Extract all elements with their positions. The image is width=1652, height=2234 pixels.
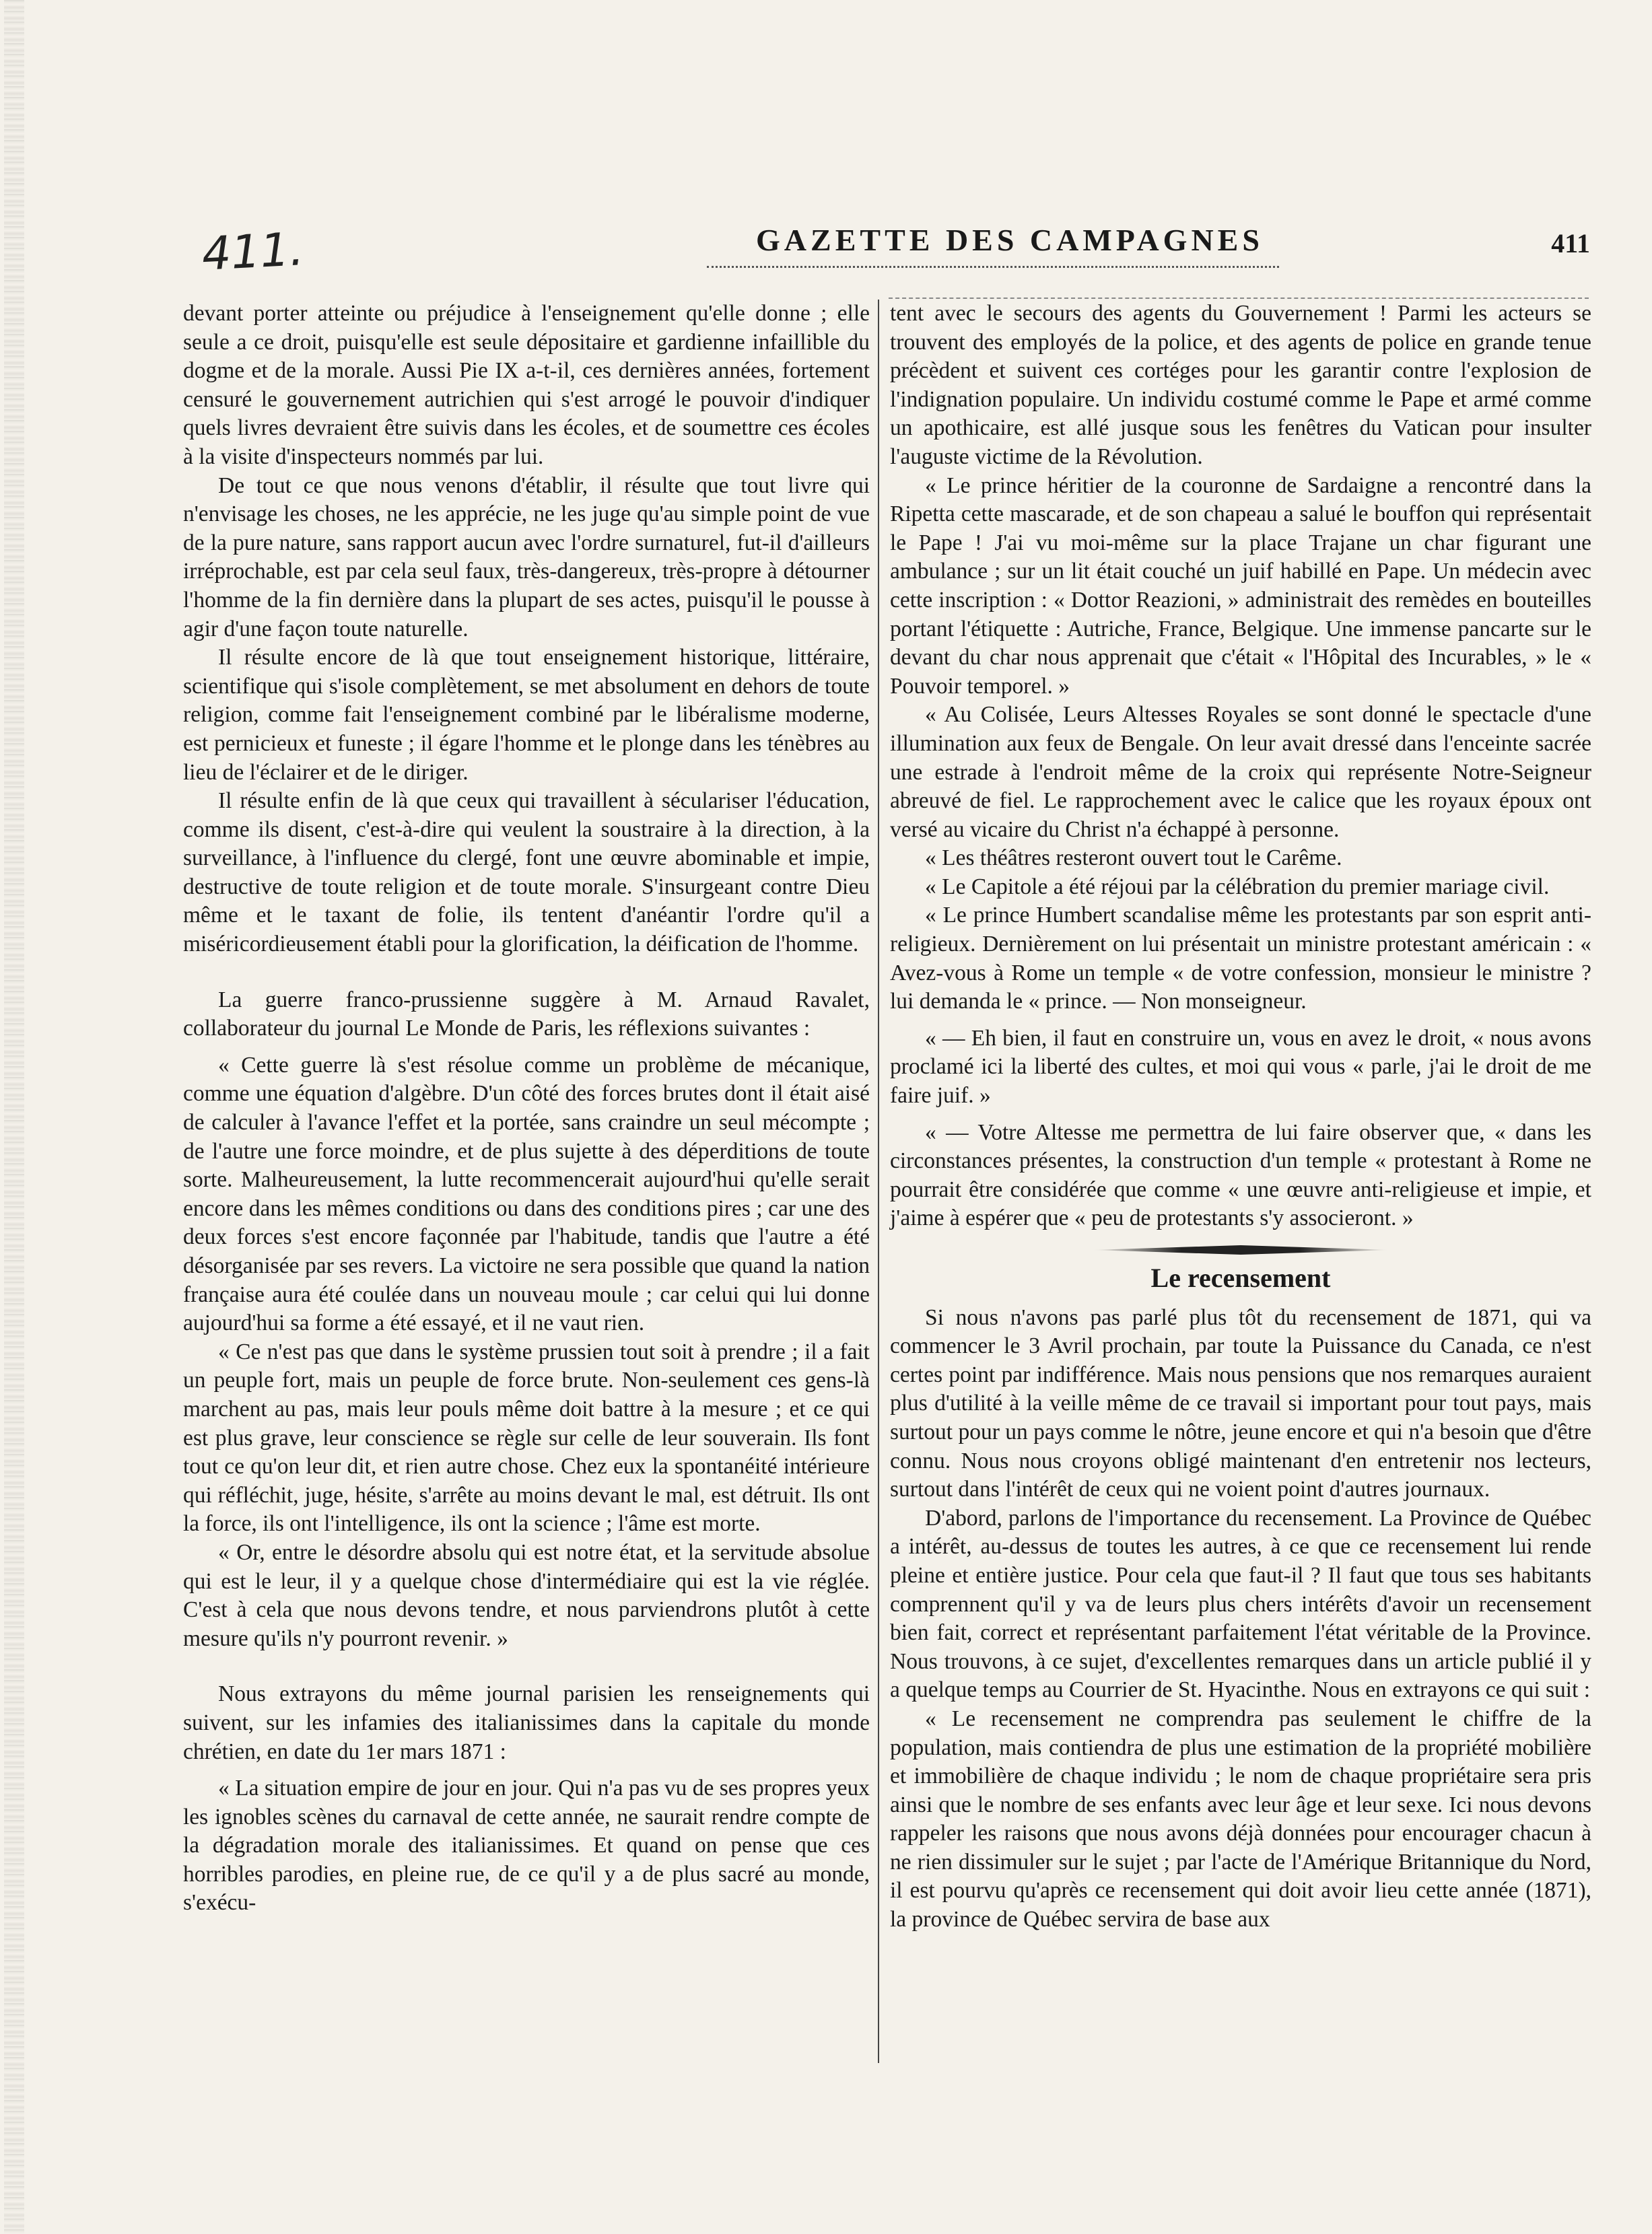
section-separator <box>1093 1245 1389 1255</box>
left-paragraph-9: Nous extrayons du même journal parisien les renseignements qui suivent, sur les infamies des italianissimes dans la capitale du monde chrétien, en date du 1er mars 1871 : <box>183 1681 870 1764</box>
scan-edge-noise <box>4 0 24 2234</box>
left-paragraph-2: De tout ce que nous venons d'établir, il résulte que tout livre qui n'envisage les choses, ne les apprécie, ne les juge qu'au simple point de vue de la pure nature, sans rapport aucun avec l'ordre surnaturel, fut-il d'ailleurs irréprochable, est par cela seul faux, très-dangereux, très-propre à détourner l'homme de la fin dernière dans la plupart de ses actes, puisqu'il le pousse à agir d'une façon toute naturelle. <box>183 473 870 641</box>
left-paragraph-6: « Cette guerre là s'est résolue comme un problème de mécanique, comme une équation d'algèbre. D'un côté des forces brutes dont il était aisé de calculer à l'avance l'effet et la portée, sans craindre un seul mécompte ; de l'autre une force moindre, et de plus sujette à des déperditions de toute sorte. Malheureusement, la lutte recommencerait aujourd'hui qu'elle serait encore dans les mêmes conditions ou dans des conditions pires ; car une des deux forces s'est encore façonnée par l'habitude, tandis que l'autre a été désorganisée par ses revers. La victoire ne sera possible que quand la nation française aura été coulée dans un nouveau moule ; car celui qui lui donne aujourd'hui sa forme a été essayé, et il ne vaut rien. <box>183 1052 870 1336</box>
right-column <box>890 300 1591 1934</box>
census-paragraph-3: « Le recensement ne comprendra pas seulement le chiffre de la population, mais contiendra de plus une estimation de la propriété mobilière et immobilière de chaque individu ; le nom de chaque propriétaire sera pris ainsi que le nombre de ses enfants avec leur âge et leur sexe. Ici nous devons rappeler les raisons que nous avons déjà données pour encourager chacun à ne rien dissimuler sur le sujet ; par l'acte de l'Amérique Britannique du Nord, il est pourvu qu'après ce recensement qui doit avoir lieu cette année (1871), la province de Québec servira de base aux <box>890 1706 1591 1932</box>
page-number: 411 <box>1551 228 1590 258</box>
right-paragraph-6: « Le prince Humbert scandalise même les protestants par son esprit anti-religieux. Dernièrement on lui présentait un ministre protestant américain : « Avez-vous à Rome un temple « de votre confession, monsieur le ministre ? lui demanda le « prince. — Non monseigneur. <box>890 903 1591 1014</box>
left-paragraph-8: « Or, entre le désordre absolu qui est notre état, et la servitude absolue qui est le leur, il y a quelque chose d'intermédiaire qui est la vie réglée. C'est à cela que nous devons tendre, et nous parviendrons plutôt à cette mesure qu'ils n'y pourront revenir. » <box>183 1539 870 1651</box>
masthead-rule <box>707 266 1279 272</box>
section-title: Le recensement <box>1150 1263 1331 1293</box>
left-paragraph-4: Il résulte enfin de là que ceux qui travaillent à séculariser l'éducation, comme ils disent, c'est-à-dire qui veulent la soustraire à la direction, à la surveillance, à l'influence du clergé, font une œuvre abominable et impie, destructive de toute religion et de toute morale. S'insurgeant contre Dieu même et le taxant de folie, ils tentent d'anéantir l'ordre qu'il a miséricordieusement établi pour la glorification, la déification de l'homme. <box>183 788 870 957</box>
right-paragraph-4: « Les théâtres resteront ouvert tout le Carême. <box>925 845 1342 871</box>
left-paragraph-7: « Ce n'est pas que dans le système prussien tout soit à prendre ; il a fait un peuple fort, mais un peuple de force brute. Non-seulement ces gens-là marchent au pas, mais leur pouls même doit battre à la mesure ; et ce qui est plus grave, leur conscience se règle sur celle de leur souverain. Ils font tout ce qu'on leur dit, et rien autre chose. Chez eux la spontanéité intérieure qui réfléchit, juge, hésite, s'arrête au moins devant le mal, est détruit. Ils ont la force, ils ont l'intelligence, ils ont la science ; l'âme est morte. <box>183 1339 870 1537</box>
handwritten-page-number: 411. <box>201 223 306 281</box>
right-paragraph-3: « Au Colisée, Leurs Altesses Royales se sont donné le spectacle d'une illumination aux feux de Bengale. On leur avait dressé dans l'enceinte sacrée une estrade à l'endroit même de la croix qui représente Notre-Seigneur abreuvé de fiel. Le rapprochement avec le calice que les royaux époux ont versé au vicaire du Christ n'a échappé à personne. <box>890 702 1591 842</box>
newspaper-title: GAZETTE DES CAMPAGNES <box>756 223 1264 257</box>
left-column <box>183 300 870 1918</box>
left-paragraph-3: Il résulte encore de là que tout enseignement historique, littéraire, scientifique qui s'isole complètement, se met absolument en dehors de toute religion, comme fait l'enseignement combiné par le libéralisme moderne, est pernicieux et funeste ; il égare l'homme et le plonge dans les ténèbres au lieu de l'éclairer et de le diriger. <box>183 645 870 785</box>
left-paragraph-5: La guerre franco-prussienne suggère à M. Arnaud Ravalet, collaborateur du journal Le Monde de Paris, les réflexions suivantes : <box>183 987 870 1041</box>
right-paragraph-1: tent avec le secours des agents du Gouvernement ! Parmi les acteurs se trouvent des employés de la police, et des agents de police en grande tenue précèdent et suivent ces cortéges pour les garantir contre l'explosion de l'indignation populaire. Un individu costumé comme le Pape et armé comme un apothicaire, est allé jusque sous les fenêtres du Vatican pour insulter l'auguste victime de la Révolution. <box>890 301 1591 469</box>
left-paragraph-1: devant porter atteinte ou préjudice à l'enseignement qu'elle donne ; elle seule a ce droit, puisqu'elle est seule dépositaire et gardienne infaillible du dogme et de la morale. Aussi Pie IX a-t-il, ces dernières années, fortement censuré le gouvernement autrichien qui s'est arrogé le pouvoir d'indiquer quels livres devraient être suivis dans les écoles, et de soumettre ces écoles à la visite d'inspecteurs nommés par lui. <box>183 301 870 469</box>
census-paragraph-1: Si nous n'avons pas parlé plus tôt du recensement de 1871, qui va commencer le 3 Avril prochain, par toute la Puissance du Canada, ce n'est certes point par indifférence. Mais nous pensions que nos remarques auraient plus d'utilité à la veille même de ce travail si important pour tout pays, mais surtout pour un pays comme le nôtre, jeune encore et qui n'a besoin que d'être connu. Nous nous croyons obligé maintenant d'en entretenir nos lecteurs, surtout dans l'intérêt de ceux qui ne voient point d'autres journaux. <box>890 1304 1591 1502</box>
column-divider <box>878 300 879 2063</box>
right-paragraph-5: « Le Capitole a été réjoui par la célébration du premier mariage civil. <box>925 874 1550 899</box>
left-paragraph-10: « La situation empire de jour en jour. Qui n'a pas vu de ses propres yeux les ignobles scènes du carnaval de cette année, ne saurait rendre compte de la dégradation morale des italianissimes. Et quand on pense que ces horribles parodies, en pleine rue, de ce qu'il y a de plus sacré au monde, s'exécu- <box>183 1776 870 1916</box>
right-paragraph-7: « — Eh bien, il faut en construire un, vous en avez le droit, « nous avons proclamé ici la liberté des cultes, et moi qui vous « parle, j'ai le droit de me faire juif. » <box>890 1025 1591 1109</box>
census-paragraph-2: D'abord, parlons de l'importance du recensement. La Province de Québec a intérêt, au-dessus de toutes les autres, à ce que ce recensement lui rende pleine et entière justice. Pour cela que faut-il ? Il faut que tous ses habitants comprennent qu'il y va de leurs plus chers intérêts d'avoir un recensement bien fait, correct et représentant parfaitement l'état véritable de la Province. Nous trouvons, à ce sujet, d'excellentes remarques dans un article publié il y a quelque temps au Courrier de St. Hyacinthe. Nous en extrayons ce qui suit : <box>890 1505 1591 1703</box>
right-paragraph-2: « Le prince héritier de la couronne de Sardaigne a rencontré dans la Ripetta cette mascarade, et de son chapeau a salué le bouffon qui représentait le Pape ! J'ai vu moi-même sur la place Trajane un char figurant une ambulance ; sur un lit était couché un juif habillé en Pape. Un médecin avec cette inscription : « Dottor Reazioni, » administrait des remèdes en bouteilles portant l'étiquette : Autriche, France, Belgique. Une immense pancarte sur le devant du char nous apprenait que c'était « l'Hôpital des Incurables, » le « Pouvoir temporel. » <box>890 473 1591 699</box>
right-paragraph-8: « — Votre Altesse me permettra de lui faire observer que, « dans les circonstances présentes, la construction d'un temple « protestant à Rome ne pourrait être considérée que comme « une œuvre anti-religieuse et impie, et j'aime à espérer que « peu de protestants s'y associeront. » <box>890 1119 1591 1231</box>
